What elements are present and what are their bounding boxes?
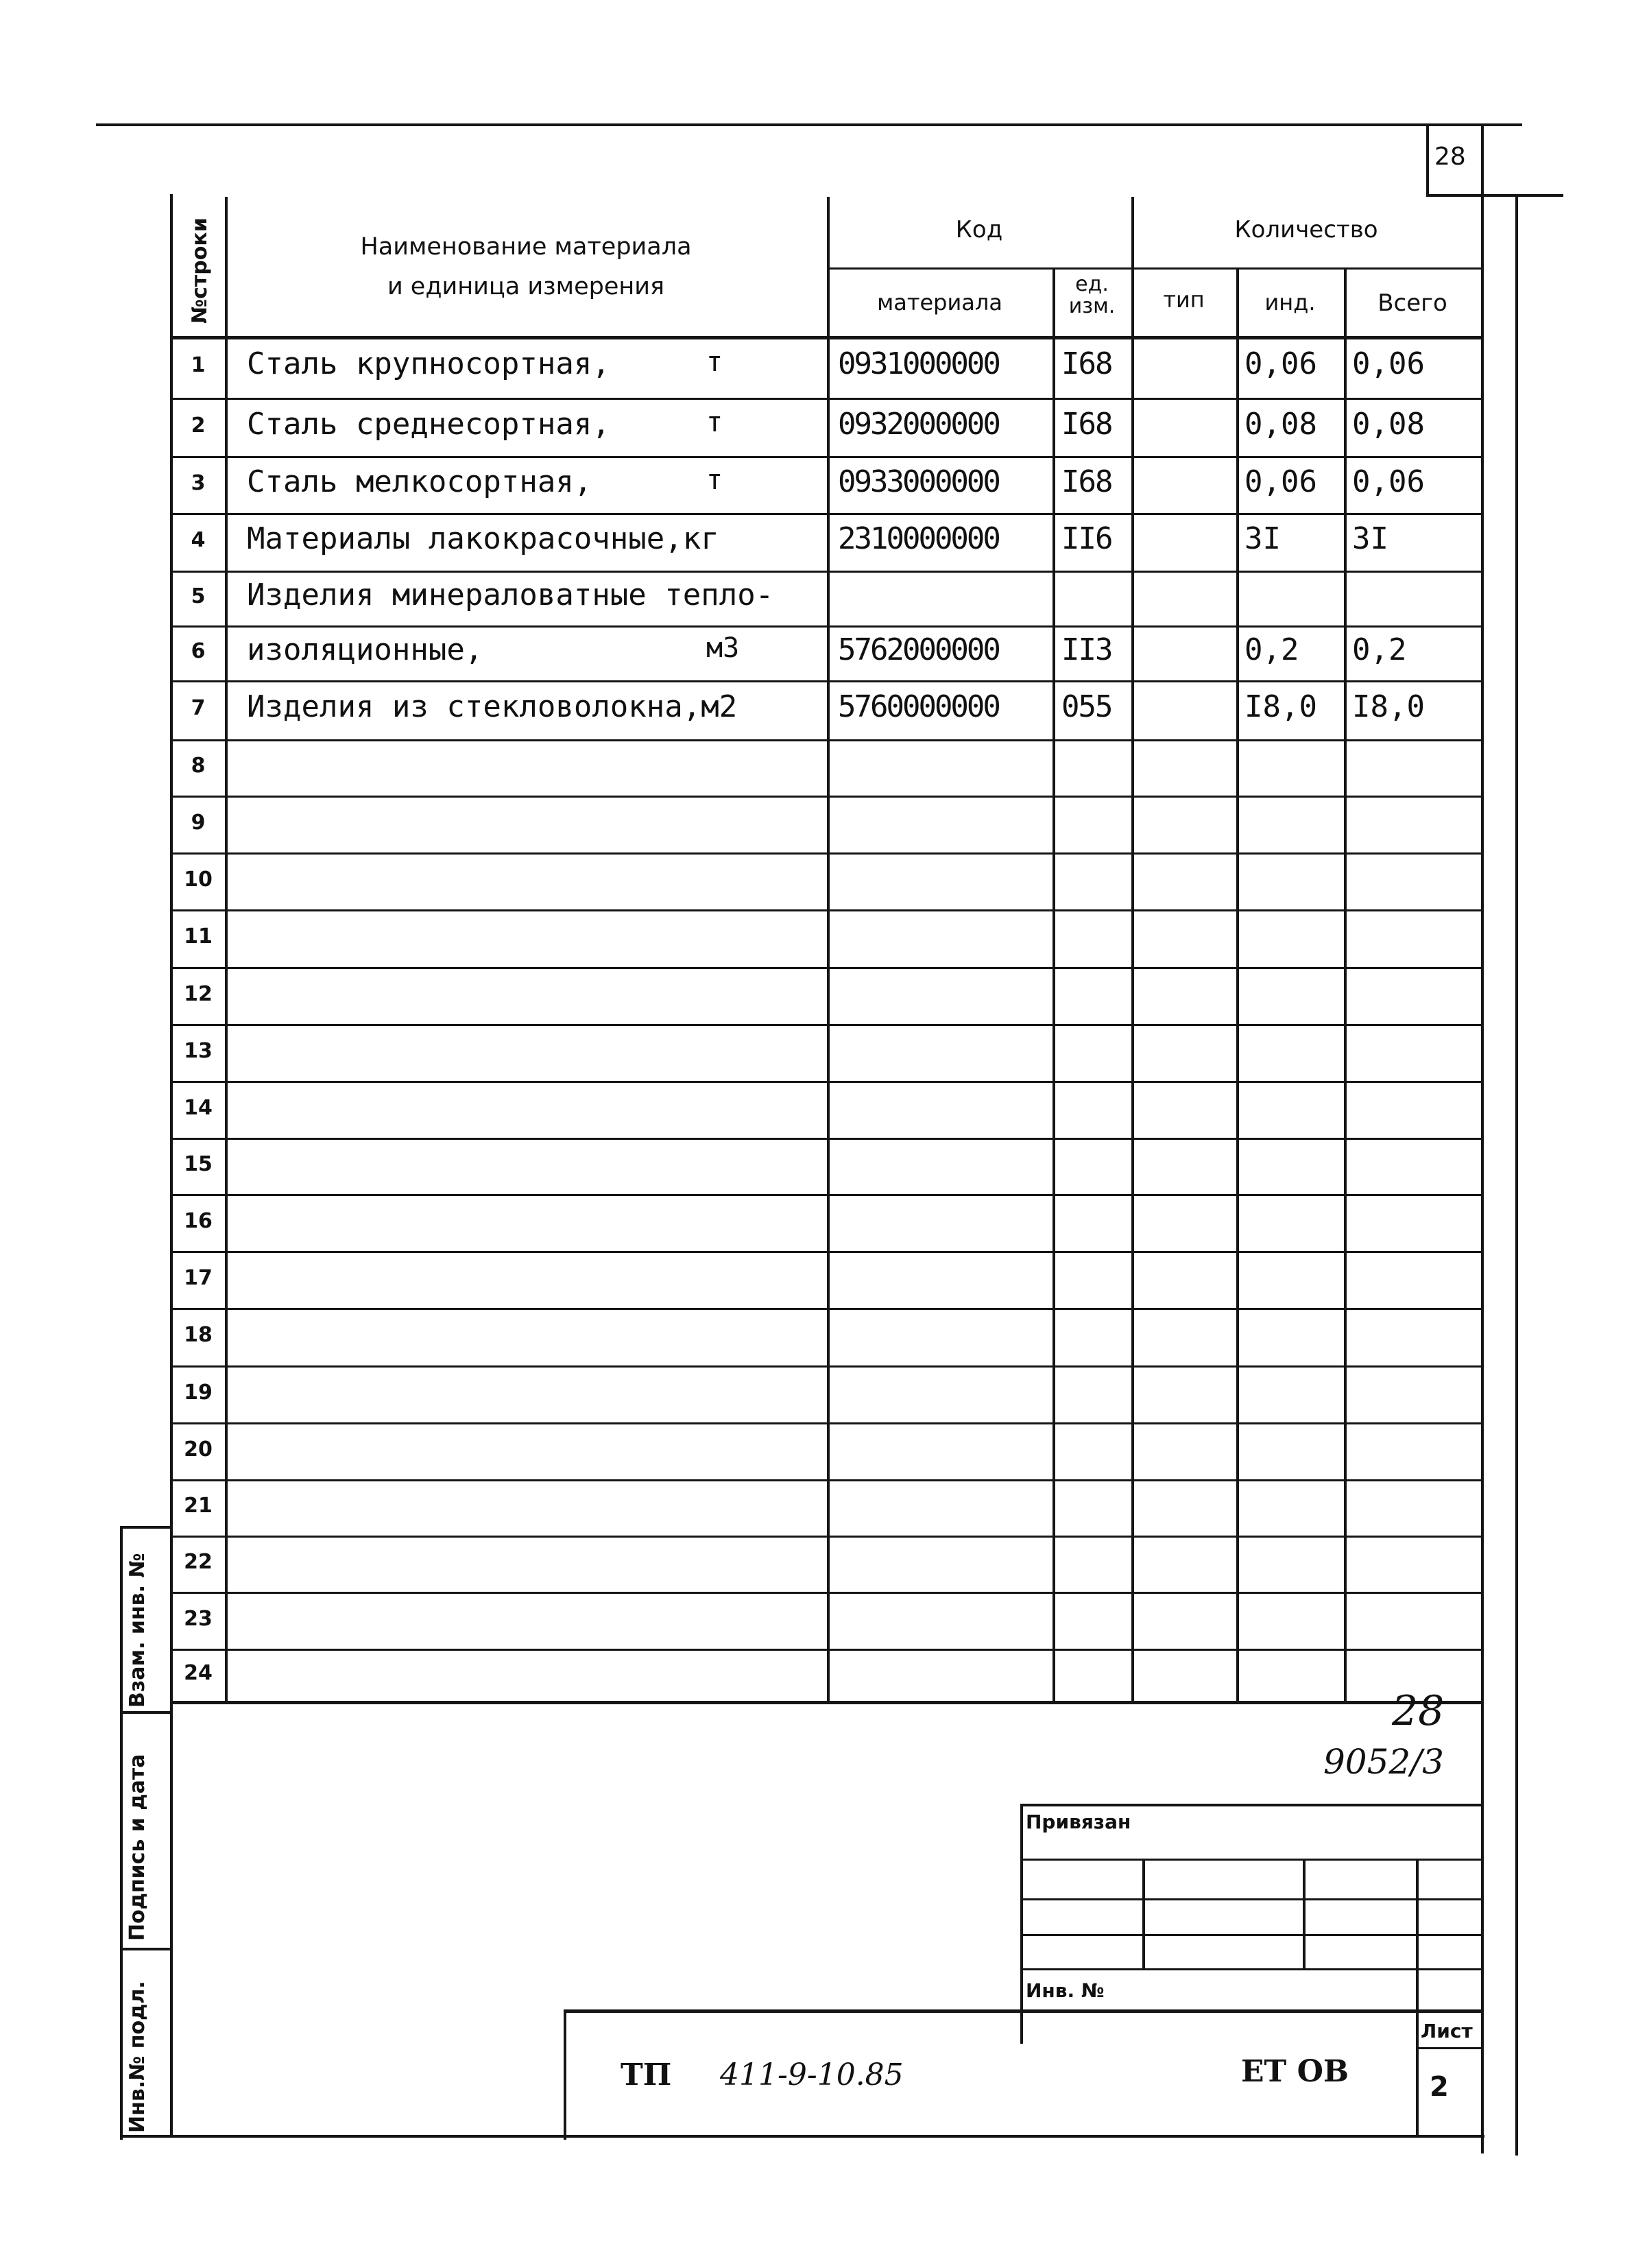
- title-block-top: [564, 2009, 1482, 2013]
- row-line: [173, 1422, 1481, 1424]
- material-name: Изделия из стекловолокна,м2: [247, 689, 738, 724]
- handwritten-number-bottom: 9052/3: [1323, 1742, 1444, 1782]
- row-number: 19: [184, 1380, 213, 1405]
- row-number: 23: [184, 1606, 213, 1631]
- unit-header-line2: изм.: [1068, 294, 1116, 318]
- row-number: 20: [184, 1437, 213, 1461]
- total-value: 0,08: [1352, 406, 1425, 442]
- row-number: 9: [191, 810, 206, 835]
- row-number: 18: [184, 1323, 213, 1347]
- individual-value: 0,06: [1244, 464, 1317, 499]
- row-number: 10: [184, 867, 213, 892]
- row-line: [173, 398, 1481, 400]
- column-line: [1236, 267, 1239, 1701]
- unit-code: I68: [1061, 464, 1112, 499]
- header-mid-line: [827, 267, 1481, 270]
- material-name: Сталь мелкосортная,: [247, 464, 592, 499]
- material-code: 0932000000: [838, 406, 999, 442]
- material-unit: т: [706, 346, 723, 378]
- row-number: 21: [184, 1494, 213, 1518]
- material-name-header: Наименование материала: [360, 233, 692, 261]
- row-number: 11: [184, 924, 213, 948]
- page-number: 28: [1434, 143, 1466, 171]
- row-line: [173, 1701, 1481, 1704]
- material-code: 2310000000: [838, 521, 999, 556]
- unit-code: 055: [1061, 689, 1112, 724]
- row-number: 7: [191, 696, 206, 720]
- row-number: 24: [184, 1661, 213, 1685]
- unit-code: I68: [1061, 346, 1112, 381]
- total-value: 3I: [1352, 521, 1388, 556]
- document-prefix: ТП: [621, 2057, 672, 2092]
- handwritten-number-top: 28: [1392, 1687, 1445, 1735]
- row-line: [173, 1024, 1481, 1026]
- stamp-line-4: [1020, 1934, 1481, 1936]
- row-line: [173, 1592, 1481, 1594]
- row-number: 5: [191, 584, 206, 608]
- row-line: [173, 680, 1481, 682]
- unit-code: I68: [1061, 406, 1112, 442]
- row-line: [173, 1649, 1481, 1651]
- top-border: [96, 123, 1522, 126]
- row-number: 4: [191, 528, 206, 552]
- page-number-box-bottom: [1426, 194, 1563, 197]
- material-name-header-line2: и единица измерения: [387, 273, 665, 300]
- material-code: 0931000000: [838, 346, 999, 381]
- right-border-outer: [1515, 194, 1518, 2156]
- title-block-left: [564, 2009, 566, 2140]
- material-unit: м3: [706, 632, 740, 664]
- sheet-label-line: [1416, 2047, 1481, 2049]
- material-unit: т: [706, 406, 723, 438]
- replacement-inventory-label: Взам. инв. №: [125, 1553, 149, 1708]
- row-number: 3: [191, 470, 206, 495]
- row-number: 22: [184, 1550, 213, 1574]
- row-number: 2: [191, 413, 206, 438]
- row-number: 1: [191, 353, 206, 377]
- row-line: [173, 513, 1481, 515]
- material-name: Изделия минераловатные тепло-: [247, 577, 774, 612]
- material-code: 5762000000: [838, 632, 999, 667]
- left-border: [170, 194, 173, 2135]
- row-line: [173, 1308, 1481, 1310]
- right-border: [1481, 123, 1484, 2153]
- individual-value: 0,2: [1244, 632, 1299, 667]
- row-line: [173, 1365, 1481, 1368]
- row-number: 17: [184, 1265, 213, 1290]
- side-strip-div2: [120, 1948, 171, 1950]
- stamp-col-2: [1303, 1859, 1306, 1968]
- row-line: [173, 796, 1481, 798]
- document-code: 411-9-10.85: [720, 2057, 904, 2092]
- stamp-line-5: [1020, 1968, 1481, 1970]
- row-line: [173, 1251, 1481, 1253]
- material-code: 0933000000: [838, 464, 999, 499]
- stamp-col-3: [1416, 1859, 1419, 2136]
- side-strip-div1: [120, 1711, 171, 1714]
- row-line: [173, 1081, 1481, 1083]
- unit-code: II3: [1061, 632, 1112, 667]
- unit-code: II6: [1061, 521, 1112, 556]
- row-line: [173, 625, 1481, 628]
- row-line: [173, 1479, 1481, 1481]
- row-number-header: №строки: [188, 217, 212, 324]
- material-name: изоляционные,: [247, 632, 483, 667]
- row-line: [173, 1138, 1481, 1140]
- total-value: 0,2: [1352, 632, 1407, 667]
- inventory-number-label: Инв. №: [1026, 1979, 1105, 2002]
- material-name: Сталь среднесортная,: [247, 406, 610, 442]
- row-line: [173, 1194, 1481, 1196]
- row-line: [173, 1536, 1481, 1538]
- stamp-line-2: [1020, 1859, 1481, 1861]
- column-line: [1052, 267, 1055, 1701]
- code-group-header: Код: [955, 216, 1003, 243]
- individual-value: I8,0: [1244, 689, 1317, 724]
- row-number: 14: [184, 1095, 213, 1120]
- material-name: Материалы лакокрасочные,кг: [247, 521, 719, 556]
- individual-header: инд.: [1264, 289, 1316, 315]
- original-inventory-label: Инв.№ подл.: [125, 1981, 149, 2133]
- type-header: тип: [1163, 287, 1205, 313]
- signature-date-label: Подпись и дата: [125, 1754, 149, 1941]
- row-line: [173, 967, 1481, 969]
- quantity-group-header: Количество: [1234, 216, 1378, 243]
- side-strip-top: [120, 1526, 171, 1529]
- row-number: 6: [191, 639, 206, 663]
- material-name: Сталь крупносортная,: [247, 346, 610, 381]
- row-line: [173, 909, 1481, 911]
- row-number: 12: [184, 981, 213, 1006]
- material-unit: т: [706, 464, 723, 496]
- column-line: [1344, 267, 1347, 1701]
- page-number-box-left: [1426, 123, 1429, 195]
- unit-header: ед.: [1075, 272, 1109, 296]
- individual-value: 0,08: [1244, 406, 1317, 442]
- row-line: [173, 739, 1481, 741]
- stamp-line-3: [1020, 1898, 1481, 1900]
- stamp-top-line: [1020, 1804, 1481, 1806]
- row-number: 15: [184, 1152, 213, 1176]
- bottom-border: [120, 2135, 1484, 2138]
- stamp-col-1: [1142, 1859, 1145, 1968]
- column-line: [1131, 197, 1134, 1701]
- row-number: 16: [184, 1208, 213, 1233]
- row-number: 13: [184, 1038, 213, 1063]
- sheet-number: 2: [1430, 2071, 1449, 2103]
- row-line: [173, 571, 1481, 573]
- material-code-header: материала: [877, 289, 1002, 315]
- individual-value: 0,06: [1244, 346, 1317, 381]
- total-value: I8,0: [1352, 689, 1425, 724]
- stamp-left-line: [1020, 1804, 1023, 2044]
- section-code: ЕТ ОВ: [1241, 2054, 1349, 2089]
- row-line: [173, 456, 1481, 458]
- header-bottom-line: [173, 336, 1481, 339]
- total-value: 0,06: [1352, 346, 1425, 381]
- total-header: Всего: [1378, 289, 1447, 317]
- material-code: 5760000000: [838, 689, 999, 724]
- total-value: 0,06: [1352, 464, 1425, 499]
- bound-label: Привязан: [1026, 1811, 1131, 1833]
- individual-value: 3I: [1244, 521, 1281, 556]
- sheet-label: Лист: [1421, 2020, 1473, 2042]
- row-line: [173, 852, 1481, 855]
- column-line: [827, 197, 830, 1701]
- side-strip-left: [120, 1526, 123, 2140]
- column-line: [225, 197, 228, 1701]
- row-number: 8: [191, 754, 206, 778]
